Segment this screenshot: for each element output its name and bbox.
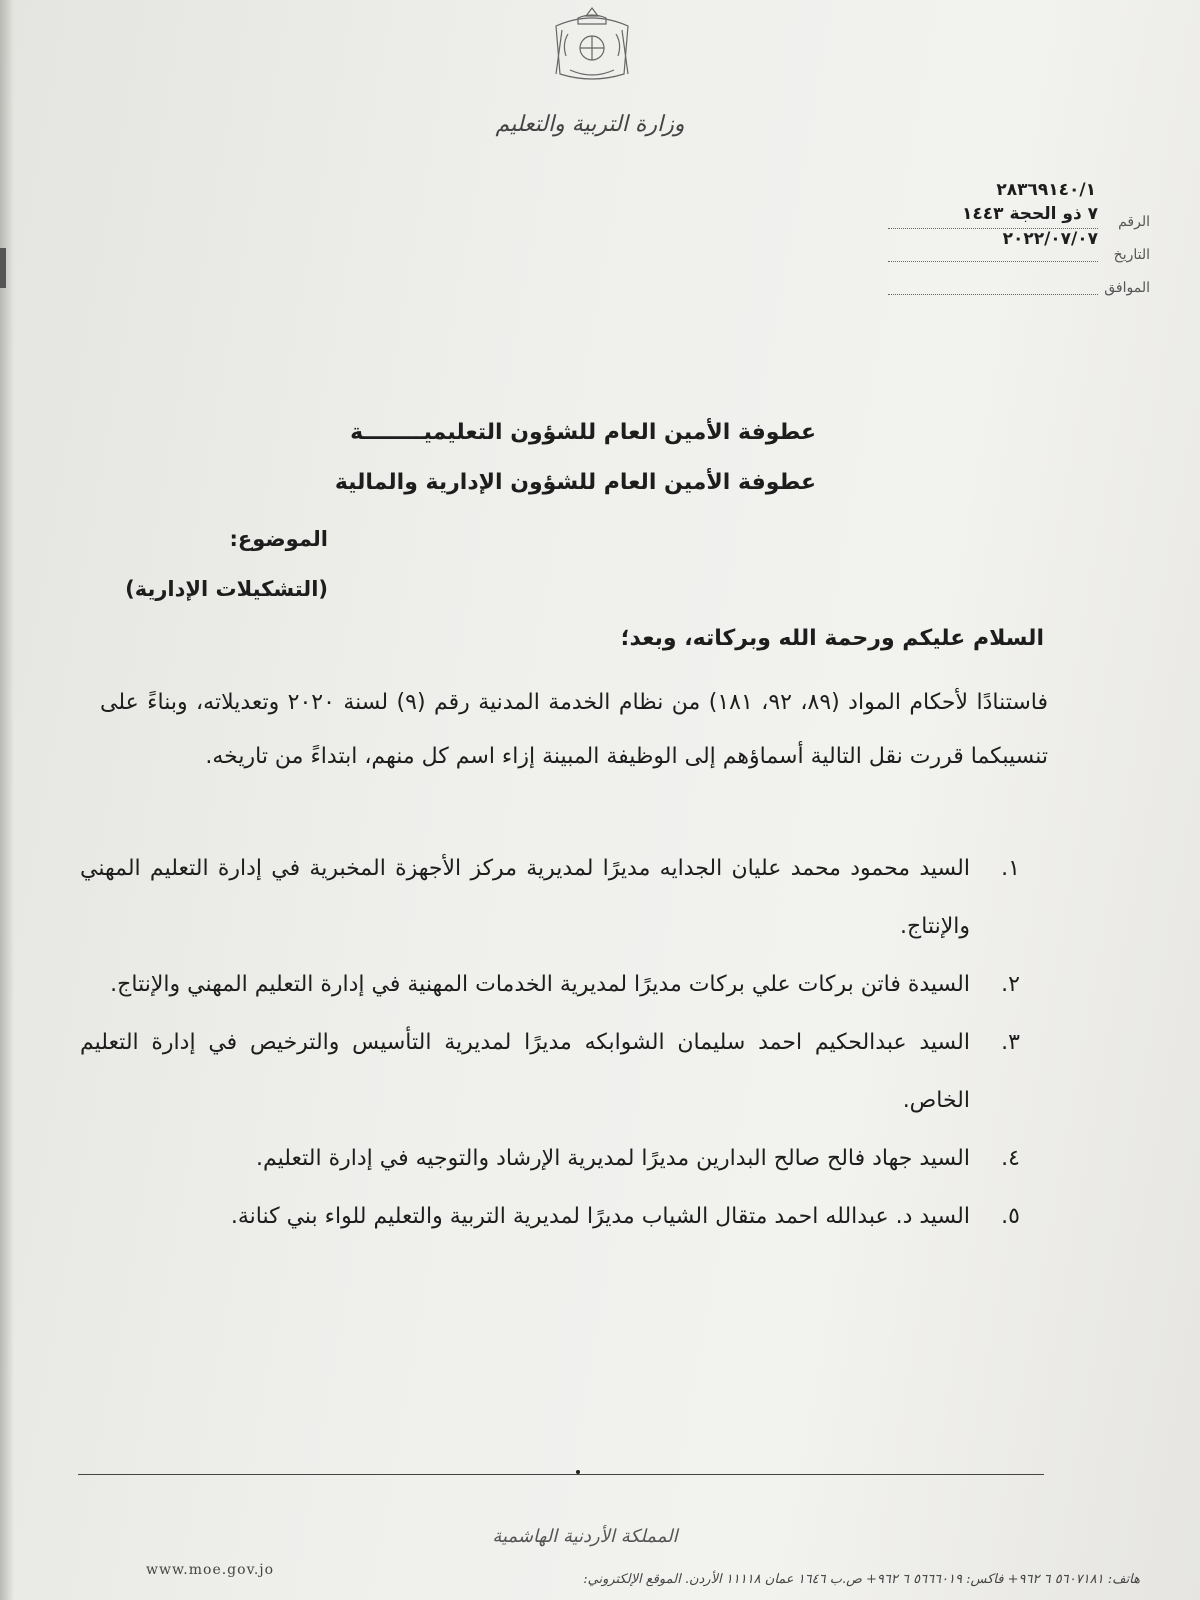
list-item xyxy=(80,1188,1020,1246)
date-dotted-line xyxy=(888,261,1098,262)
footer-divider xyxy=(78,1474,1044,1475)
list-item-number: ١. xyxy=(1001,856,1020,881)
binder-mark xyxy=(0,248,6,288)
list-item xyxy=(80,1130,1020,1188)
jordan-coat-of-arms-icon xyxy=(548,4,636,84)
hijri-date: ٧ ذو الحجة ١٤٤٣ xyxy=(962,204,1098,224)
corresponding-label: الموافق xyxy=(1104,280,1150,296)
footer-contact: هاتف: ٥٦٠٧١٨١ ٦ ٩٦٢+ فاكس: ٥٦٦٦٠١٩ ٦ ٩٦٢+ ص.ب ١٦٤٦ عمان ١١١١٨ الأردن. الموقع الإلكتروني: xyxy=(583,1572,1140,1587)
list-item-text: السيد عبدالحكيم احمد سليمان الشوابكه مديرًا لمديرية التأسيس والترخيص في إدارة التعليم الخاص. xyxy=(80,1030,970,1113)
page-edge-shadow xyxy=(0,0,14,1600)
list-item-number: ٥. xyxy=(1001,1204,1020,1229)
footer-kingdom: المملكة الأردنية الهاشمية xyxy=(492,1526,678,1547)
addressee-line-1: عطوفة الأمين العام للشؤون التعليميــــــــة xyxy=(350,420,816,445)
list-item-number: ٣. xyxy=(1001,1030,1020,1055)
transfer-list xyxy=(80,840,1020,1246)
ref-row-date xyxy=(860,229,1150,270)
ministry-name: وزارة التربية والتعليم xyxy=(495,112,685,137)
corresponding-dotted-line xyxy=(888,294,1098,295)
ref-label: الرقم xyxy=(1118,214,1150,230)
addressee-line-2: عطوفة الأمين العام للشؤون الإدارية والمالية xyxy=(334,470,816,495)
greeting: السلام عليكم ورحمة الله وبركاته، وبعد؛ xyxy=(620,626,1044,651)
list-item-number: ٢. xyxy=(1001,972,1020,997)
subject-block xyxy=(108,514,328,614)
list-item-text: السيد محمود محمد عليان الجدايه مديرًا لمديرية مركز الأجهزة المخبرية في إدارة التعليم المهني والإنتاج. xyxy=(80,856,970,939)
footer-dot xyxy=(576,1470,580,1474)
subject-label: الموضوع: xyxy=(229,527,328,551)
list-item-text: السيد جهاد فالح صالح البدارين مديرًا لمديرية الإرشاد والتوجيه في إدارة التعليم. xyxy=(255,1146,970,1171)
ref-row-corresponding xyxy=(860,270,1150,303)
list-item xyxy=(80,1014,1020,1130)
reference-block xyxy=(860,204,1150,303)
list-item-number: ٤. xyxy=(1001,1146,1020,1171)
gregorian-date: ٢٠٢٢/٠٧/٠٧ xyxy=(1002,229,1098,249)
list-item xyxy=(80,840,1020,956)
body-paragraph: فاستنادًا لأحكام المواد (٨٩، ٩٢، ١٨١) من نظام الخدمة المدنية رقم (٩) لسنة ٢٠٢٠ وتعديلاته، وبناءً على تنسيبكما قررت نقل التالية أسماؤهم إلى الوظيفة المبينة إزاء اسم كل منهم، ابتداءً من تاريخه. xyxy=(100,690,1049,769)
reference-number-top: ٢٨٣٦٩١٤٠/١ xyxy=(996,180,1096,200)
subject-value: (التشكيلات الإدارية) xyxy=(125,577,328,601)
list-item xyxy=(80,956,1020,1014)
addressee-block xyxy=(330,408,816,508)
list-item-text: السيد د. عبدالله احمد متقال الشياب مديرًا لمديرية التربية والتعليم للواء بني كنانة. xyxy=(230,1204,970,1229)
date-label: التاريخ xyxy=(1113,247,1150,263)
list-item-text: السيدة فاتن بركات علي بركات مديرًا لمديرية الخدمات المهنية في إدارة التعليم المهني والإنتاج. xyxy=(110,972,970,997)
footer-website: www.moe.gov.jo xyxy=(146,1562,275,1578)
